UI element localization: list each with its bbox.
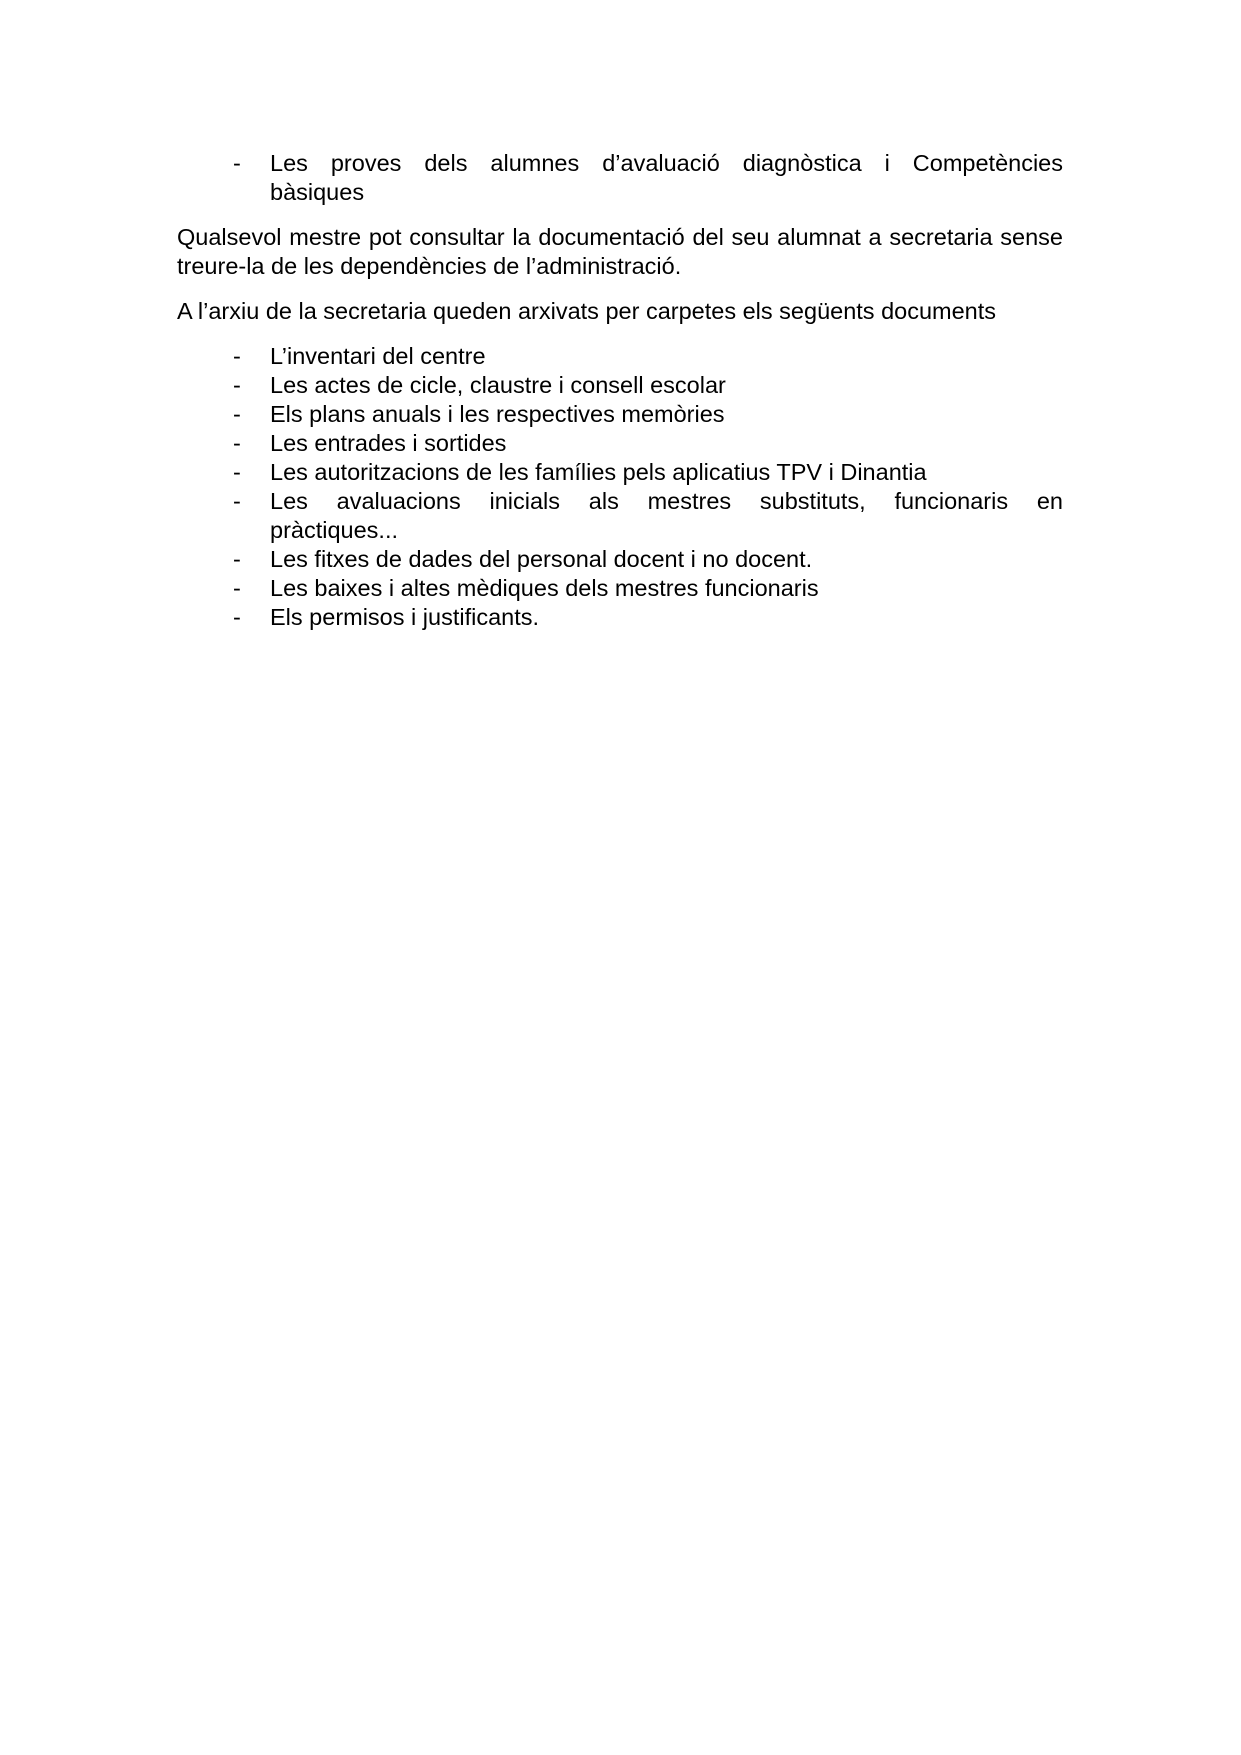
list-item [177, 400, 1063, 429]
dash-bullet: - [233, 401, 241, 427]
dash-bullet: - [233, 604, 241, 630]
list-item [177, 342, 1063, 371]
list-item-text: Les fitxes de dades del personal docent i no docent. [270, 546, 813, 572]
first-dash-list [177, 149, 1063, 207]
list-item [177, 371, 1063, 400]
list-item [177, 429, 1063, 458]
list-item [177, 149, 1063, 207]
dash-bullet: - [233, 343, 241, 369]
dash-bullet: - [233, 150, 241, 176]
paragraph-consult: Qualsevol mestre pot consultar la documentació del seu alumnat a secretaria sense treure-la de les dependències de l’administració. [177, 224, 1063, 279]
list-item [177, 545, 1063, 574]
list-item-text: Les proves dels alumnes d’avaluació diagnòstica i Competències bàsiques [270, 150, 1063, 205]
list-item [177, 487, 1063, 545]
list-item-text: Les baixes i altes mèdiques dels mestres funcionaris [270, 575, 819, 601]
archive-documents-list [177, 342, 1063, 632]
document-body [177, 149, 1063, 632]
dash-bullet: - [233, 430, 241, 456]
list-item-text: Els plans anuals i les respectives memòries [270, 401, 725, 427]
list-item [177, 458, 1063, 487]
paragraph-archive: A l’arxiu de la secretaria queden arxivats per carpetes els següents documents [177, 298, 997, 324]
list-item-text: L’inventari del centre [270, 343, 486, 369]
dash-bullet: - [233, 575, 241, 601]
dash-bullet: - [233, 372, 241, 398]
list-item-text: Els permisos i justificants. [270, 604, 540, 630]
dash-bullet: - [233, 459, 241, 485]
list-item-text: Les entrades i sortides [270, 430, 507, 456]
list-item [177, 603, 1063, 632]
list-item-text: Les actes de cicle, claustre i consell escolar [270, 372, 726, 398]
dash-bullet: - [233, 488, 241, 514]
list-item [177, 574, 1063, 603]
dash-bullet: - [233, 546, 241, 572]
list-item-text: Les autoritzacions de les famílies pels aplicatius TPV i Dinantia [270, 459, 927, 485]
list-item-text: Les avaluacions inicials als mestres substituts, funcionaris en pràctiques... [270, 488, 1063, 543]
